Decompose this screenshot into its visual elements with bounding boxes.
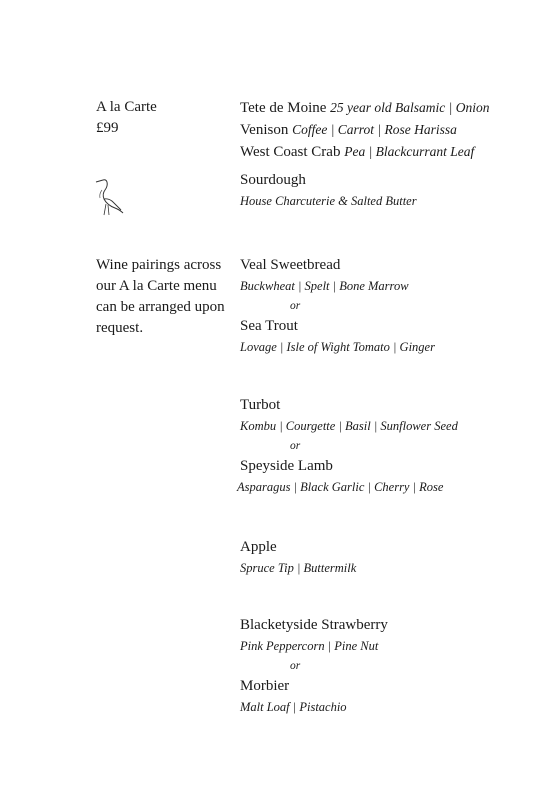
- dish-description: Kombu | Courgette | Basil | Sunflower Seed: [240, 419, 458, 433]
- menu-item: [240, 97, 550, 119]
- dish-name: Venison: [240, 122, 289, 138]
- menu-item: [240, 141, 550, 163]
- dish-description: Buckwheat | Spelt | Bone Marrow: [240, 279, 409, 293]
- dish-description: 25 year old Balsamic | Onion: [330, 100, 490, 115]
- heron-logo-icon: [93, 176, 125, 216]
- course-starter: [240, 255, 550, 358]
- dish-name: Blacketyside Strawberry: [240, 617, 388, 633]
- dish-name: Tete de Moine: [240, 100, 327, 116]
- dish-description: Pink Peppercorn | Pine Nut: [240, 639, 379, 653]
- menu-heading: [96, 97, 236, 139]
- or-separator: or: [290, 300, 301, 312]
- or-separator: or: [290, 660, 301, 672]
- course-main: [237, 395, 550, 498]
- dish-name: Sourdough: [240, 172, 306, 188]
- course-dessert: [240, 615, 550, 718]
- dish-name: Veal Sweetbread: [240, 257, 341, 273]
- menu-price: £99: [96, 120, 119, 136]
- dish-description: Pea | Blackcurrant Leaf: [344, 144, 475, 159]
- or-separator: or: [290, 440, 301, 452]
- dish-name: Sea Trout: [240, 318, 298, 334]
- dish-description: Spruce Tip | Buttermilk: [240, 561, 357, 575]
- dish-name: Speyside Lamb: [240, 458, 333, 474]
- wine-pairing-note: [96, 255, 236, 339]
- menu-title: A la Carte: [96, 99, 157, 115]
- menu-item: [240, 119, 550, 141]
- dish-description: Lovage | Isle of Wight Tomato | Ginger: [240, 340, 435, 354]
- wine-note-line: can be arranged upon: [96, 299, 225, 315]
- dish-description: Asparagus | Black Garlic | Cherry | Rose: [237, 480, 444, 494]
- dish-description: Coffee | Carrot | Rose Harissa: [292, 122, 457, 137]
- course-bread: [240, 170, 550, 212]
- dish-description: Malt Loaf | Pistachio: [240, 700, 347, 714]
- course-snacks: [240, 97, 550, 163]
- course-pre-dessert: [240, 537, 550, 579]
- wine-note-line: our A la Carte menu: [96, 278, 217, 294]
- dish-description: House Charcuterie & Salted Butter: [240, 194, 417, 208]
- dish-name: Turbot: [240, 397, 281, 413]
- dish-name: West Coast Crab: [240, 144, 341, 160]
- wine-note-line: request.: [96, 320, 144, 336]
- dish-name: Morbier: [240, 678, 290, 694]
- dish-name: Apple: [240, 539, 277, 555]
- wine-note-line: Wine pairings across: [96, 257, 222, 273]
